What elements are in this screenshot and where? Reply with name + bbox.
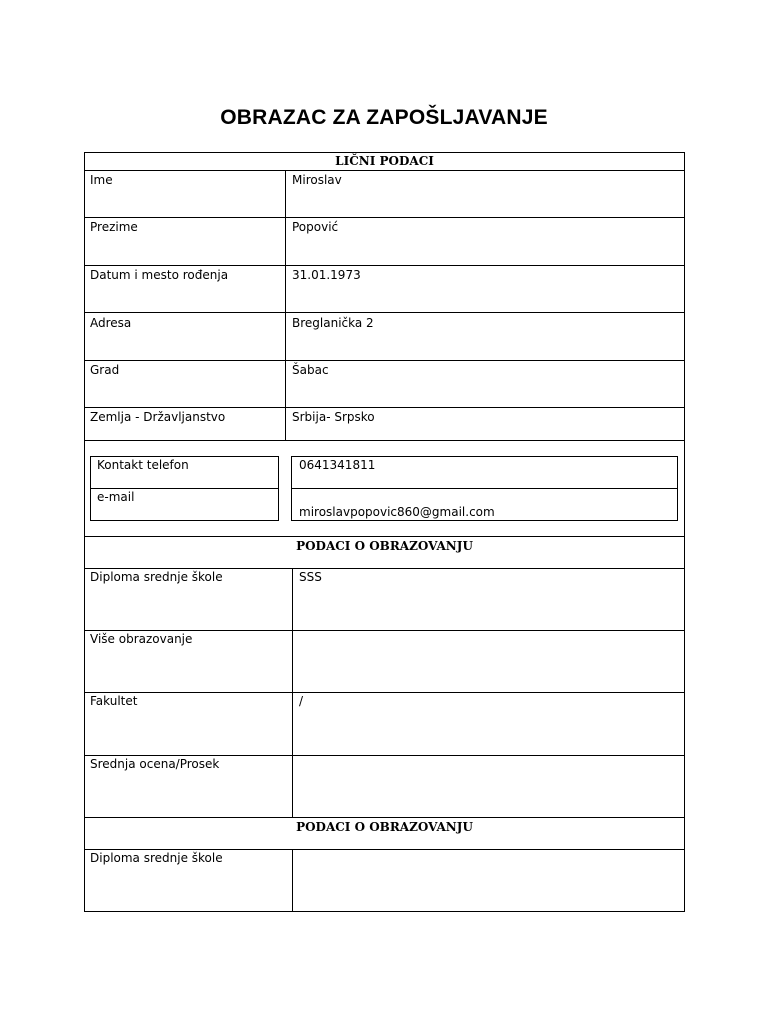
field-label-datum: Datum i mesto rođenja [90,268,229,282]
section-header-personal: LIČNI PODACI [335,154,434,168]
contact-value-divider [291,488,678,489]
field-value-fakultet[interactable]: / [299,694,304,708]
column-divider [292,849,293,911]
row-divider [84,265,685,266]
row-divider [84,170,685,171]
field-value-prezime[interactable]: Popović [292,220,339,234]
row-divider [84,849,685,850]
page-title: OBRAZAC ZA ZAPOŠLJAVANJE [220,106,548,129]
row-divider [84,568,685,569]
field-label-vise-obrazovanje: Više obrazovanje [90,632,193,646]
field-label-fakultet: Fakultet [90,694,138,708]
row-divider [84,440,685,441]
field-value-zemlja[interactable]: Srbija- Srpsko [292,410,375,424]
field-value-phone[interactable]: 0641341811 [299,458,376,472]
form-border-bottom [84,911,685,912]
field-label-email: e-mail [97,490,135,504]
field-label-grad: Grad [90,363,120,377]
field-value-grad[interactable]: Šabac [292,363,329,377]
contact-label-divider [90,488,279,489]
field-label-prezime: Prezime [90,220,138,234]
row-divider [84,312,685,313]
field-value-adresa[interactable]: Breglanička 2 [292,316,374,330]
row-divider [84,692,685,693]
field-value-email[interactable]: miroslavpopovic860@gmail.com [299,505,495,519]
section-header-education: PODACI O OBRAZOVANJU [296,539,473,553]
field-label-phone: Kontakt telefon [97,458,189,472]
row-divider [84,407,685,408]
row-divider [84,755,685,756]
field-label-adresa: Adresa [90,316,132,330]
row-divider [84,217,685,218]
column-divider [285,170,286,440]
row-divider [84,360,685,361]
field-label-diploma: Diploma srednje škole [90,570,223,584]
field-label-ime: Ime [90,173,113,187]
form-border-left [84,152,85,912]
employment-form [84,152,685,912]
field-value-datum[interactable]: 31.01.1973 [292,268,361,282]
field-value-ime[interactable]: Miroslav [292,173,342,187]
field-label-zemlja: Zemlja - Državljanstvo [90,410,226,424]
row-divider [84,817,685,818]
row-divider [84,536,685,537]
field-label-prosek: Srednja ocena/Prosek [90,757,220,771]
section-header-education-2: PODACI O OBRAZOVANJU [296,820,473,834]
form-border-right [684,152,685,912]
field-value-diploma[interactable]: SSS [299,570,322,584]
form-border-top [84,152,685,153]
row-divider [84,630,685,631]
field-label-diploma-2: Diploma srednje škole [90,851,223,865]
